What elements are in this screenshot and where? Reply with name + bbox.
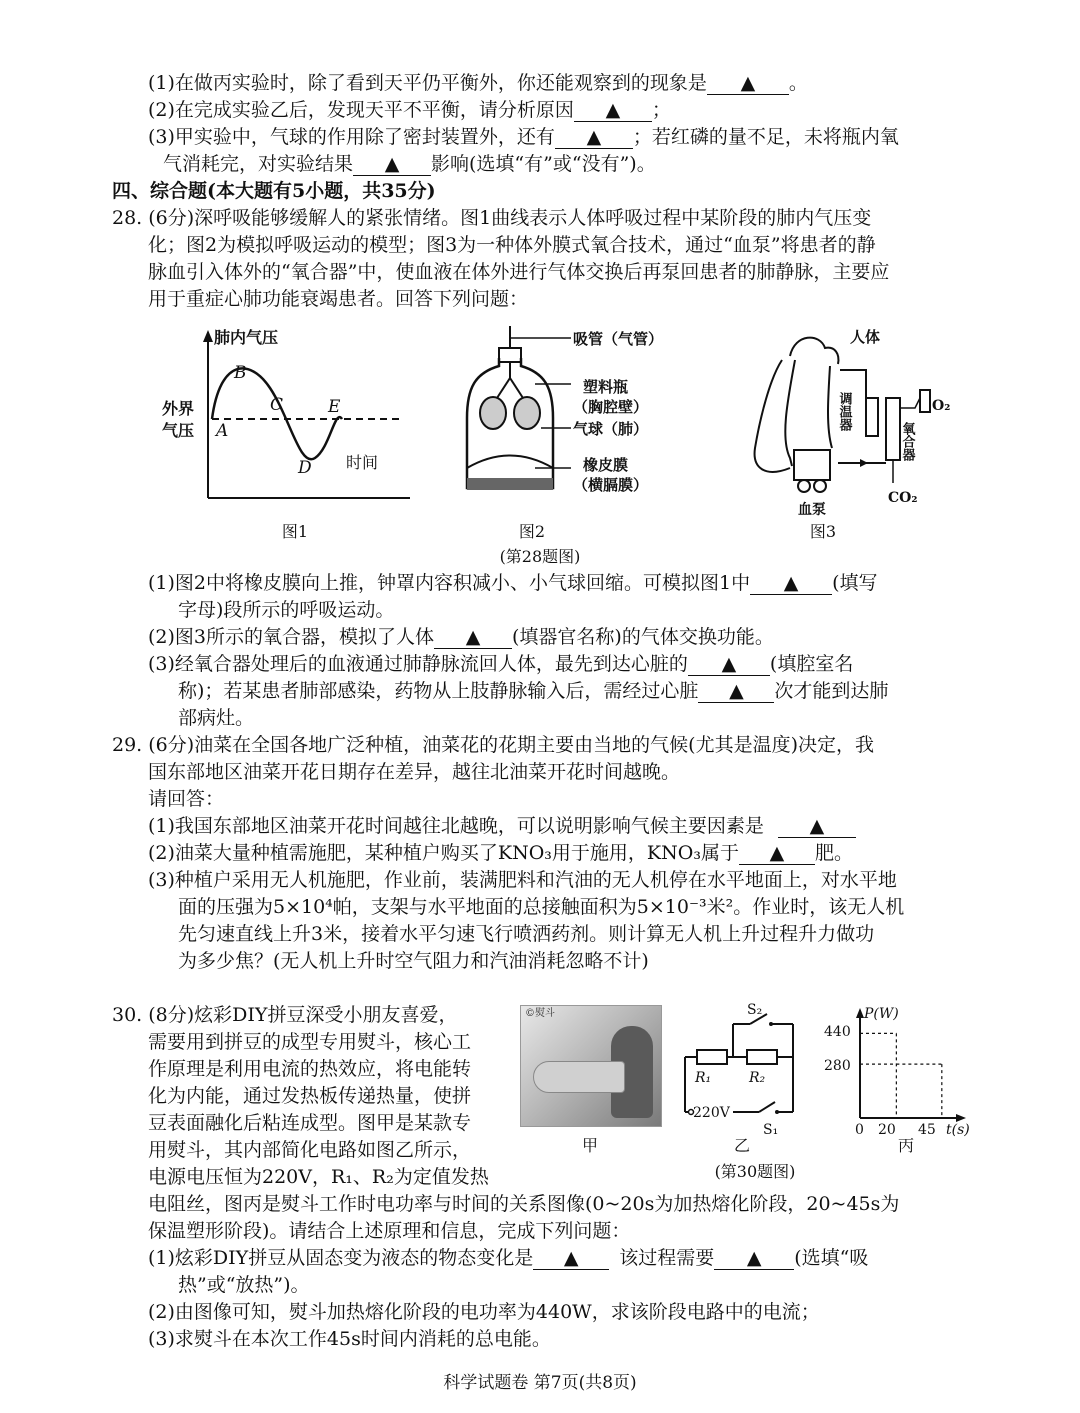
- answer-blank[interactable]: ▲: [688, 653, 770, 676]
- q30-sub1-cont: 热”或“放热”)。: [178, 1274, 310, 1296]
- q30-stem-3: 作原理是利用电流的热效应，将电能转: [148, 1058, 472, 1080]
- svg-text:B: B: [234, 363, 247, 383]
- fig1-xlabel: 时间: [346, 453, 379, 472]
- q30-sub1: (1)炫彩DIY拼豆从固态变为液态的物态变化是 ▲ 该过程需要 ▲ (选填“吸: [148, 1247, 869, 1269]
- q29-sub3-2: 面的压强为5×10⁴帕，支架与水平地面的总接触面积为5×10⁻³米²。作业时，该无人机: [178, 896, 905, 918]
- chart-ytick-280: 280: [824, 1058, 851, 1074]
- svg-text:外界: 外界: [162, 399, 195, 418]
- answer-blank[interactable]: ▲: [750, 572, 832, 595]
- svg-text:R₁: R₁: [695, 1070, 712, 1086]
- q28-figure-caption: (第28题图): [499, 547, 581, 566]
- q28-sub3: (3)经氧合器处理后的血液通过肺静脉流回人体，最先到达心脏的 ▲ (填腔室名: [148, 653, 854, 675]
- page-footer: 科学试题卷 第7页(共8页): [443, 1373, 637, 1393]
- svg-text:C: C: [270, 395, 284, 415]
- q27-sub3-cont: 气消耗完，对实验结果 ▲ 影响(选填“有”或“没有”)。: [163, 153, 656, 175]
- answer-blank[interactable]: ▲: [778, 815, 856, 838]
- q28-sub3-end: 部病灶。: [178, 707, 255, 729]
- q28-sub2: (2)图3所示的氧合器，模拟了人体 ▲ (填器官名称)的气体交换功能。: [148, 626, 774, 648]
- q29-sub3-1: (3)种植户采用无人机施肥，作业前，装满肥料和汽油的无人机停在水平地面上，对水平地: [148, 869, 897, 891]
- answer-blank[interactable]: ▲: [434, 626, 512, 649]
- q30-stem-8: 电阻丝，图丙是熨斗工作时电功率与时间的关系图像(0~20s为加热熔化阶段，20~45s为: [148, 1193, 900, 1215]
- q29-sub3-4: 为多少焦？(无人机上升时空气阻力和汽油消耗忽略不计): [178, 950, 649, 972]
- svg-text:D: D: [298, 458, 312, 478]
- q28-figure-1: [150, 318, 420, 518]
- iron-photo-tag: ©熨斗: [525, 1008, 555, 1019]
- body-icon: [790, 338, 838, 364]
- q29-stem-1: 29. (6分)油菜在全国各地广泛种植，油菜花的花期主要由当地的气候(尤其是温度)决定，我: [112, 734, 874, 756]
- answer-blank[interactable]: ▲: [353, 153, 431, 176]
- q28-sub3-cont: 称)；若某患者肺部感染，药物从上肢静脉输入后，需经过心脏 ▲ 次才能到达肺: [178, 680, 889, 702]
- svg-text:S₁: S₁: [763, 1122, 779, 1138]
- q27-sub1: (1)在做丙实验时，除了看到天平仍平衡外，你还能观察到的现象是 ▲ 。: [148, 72, 808, 94]
- q30-stem-1: 30. (8分)炫彩DIY拼豆深受小朋友喜爱，: [112, 1004, 458, 1026]
- svg-text:O₂: O₂: [932, 398, 951, 414]
- svg-text:A: A: [216, 421, 229, 441]
- answer-blank[interactable]: ▲: [714, 1247, 794, 1270]
- chart-x-label: t(s): [946, 1122, 970, 1138]
- q30-stem-6: 用熨斗，其内部简化电路如图乙所示，: [148, 1139, 472, 1161]
- svg-text:E: E: [328, 397, 341, 417]
- iron-photo: [520, 1005, 662, 1127]
- q30-sub2: (2)由图像可知，熨斗加热熔化阶段的电功率为440W，求该阶段电路中的电流；: [148, 1301, 820, 1323]
- q29-sub3-3: 先匀速直线上升3米，接着水平匀速飞行喷洒药剂。则计算无人机上升过程升力做功: [178, 923, 875, 945]
- svg-text:CO₂: CO₂: [888, 490, 918, 506]
- fig3-caption: 图3: [809, 522, 837, 541]
- svg-text:橡皮膜: 橡皮膜: [583, 456, 629, 474]
- q28-stem-1: 28. (6分)深呼吸能够缓解人的紧张情绪。图1曲线表示人体呼吸过程中某阶段的肺内气压变: [112, 207, 872, 229]
- q28-sub1-cont: 字母)段所示的呼吸运动。: [178, 599, 395, 621]
- q30-sub3: (3)求熨斗在本次工作45s时间内消耗的总电能。: [148, 1328, 551, 1350]
- svg-text:220V: 220V: [693, 1105, 730, 1121]
- q29-stem-3: 请回答：: [148, 788, 225, 810]
- answer-blank[interactable]: ▲: [574, 99, 652, 122]
- svg-text:吸管（气管）: 吸管（气管）: [573, 330, 664, 348]
- answer-blank[interactable]: ▲: [698, 680, 774, 703]
- svg-text:S₂: S₂: [747, 1002, 763, 1018]
- q28-figure-2: [455, 318, 695, 508]
- q28-sub1: (1)图2中将橡皮膜向上推，钟罩内容积减小、小气球回缩。可模拟图1中 ▲ (填写: [148, 572, 878, 594]
- svg-text:调温器: 调温器: [836, 392, 852, 431]
- fig2-caption: 图2: [518, 522, 546, 541]
- chart-xtick-45: 45: [918, 1122, 936, 1138]
- fig-bing-caption: 丙: [897, 1136, 914, 1155]
- q27-sub2: (2)在完成实验乙后，发现天平不平衡，请分析原因 ▲ ；: [148, 99, 671, 121]
- switch-s1: [759, 1102, 775, 1112]
- chart-y-label: P(W): [864, 1006, 899, 1022]
- svg-text:气球（肺）: 气球（肺）: [573, 420, 649, 438]
- q30-stem-7: 电源电压恒为220V，R₁、R₂为定值发热: [148, 1166, 489, 1188]
- q29-stem-2: 国东部地区油菜开花日期存在差异，越往北油菜开花时间越晚。: [148, 761, 681, 783]
- fig-yi-caption: 乙: [733, 1136, 750, 1155]
- answer-blank[interactable]: ▲: [707, 72, 789, 95]
- q30-figure-caption: (第30题图): [714, 1162, 796, 1181]
- fig1-caption: 图1: [281, 522, 309, 541]
- resistor-r1: [697, 1050, 727, 1064]
- svg-text:R₂: R₂: [749, 1070, 766, 1086]
- chart-xtick-0: 0: [855, 1122, 864, 1138]
- q29-sub2: (2)油菜大量种植需施肥，某种植户购买了KNO₃用于施用，KNO₃属于 ▲ 肥。: [148, 842, 853, 864]
- section-heading: 四、综合题(本大题有5小题，共35分): [112, 180, 436, 202]
- svg-text:气压: 气压: [162, 421, 195, 440]
- svg-text:人体: 人体: [850, 328, 881, 346]
- chart-xtick-20: 20: [878, 1122, 896, 1138]
- q27-sub3: (3)甲实验中，气球的作用除了密封装置外，还有 ▲ ；若红磷的量不足，未将瓶内氧: [148, 126, 899, 148]
- q30-stem-9: 保温塑形阶段)。请结合上述原理和信息，完成下列问题：: [148, 1220, 631, 1242]
- answer-blank[interactable]: ▲: [533, 1247, 609, 1270]
- fig-jia-caption: 甲: [581, 1136, 598, 1155]
- q29-sub1: (1)我国东部地区油菜开花时间越往北越晚，可以说明影响气候主要因素是 ▲: [148, 813, 856, 840]
- q30-stem-2: 需要用到拼豆的成型专用熨斗，核心工: [148, 1031, 472, 1053]
- svg-text:塑料瓶: 塑料瓶: [583, 378, 629, 396]
- fig1-ylabel: 肺内气压: [214, 328, 279, 347]
- answer-blank[interactable]: ▲: [739, 842, 815, 865]
- q30-stem-4: 化为内能，通过发热板传递热量，使拼: [148, 1085, 472, 1107]
- svg-text:（胸腔壁）: （胸腔壁）: [573, 398, 649, 416]
- chart-ytick-440: 440: [824, 1024, 851, 1040]
- resistor-r2: [747, 1050, 777, 1064]
- iron-plate-shape: [533, 1061, 625, 1093]
- q28-stem-3: 脉血引入体外的“氧合器”中，使血液在体外进行气体交换后再泵回患者的肺静脉，主要应: [148, 261, 890, 283]
- pump-box: [794, 450, 830, 480]
- q28-stem-4: 用于重症心肺功能衰竭患者。回答下列问题：: [148, 288, 529, 310]
- q30-stem-5: 豆表面融化后粘连成型。图甲是某款专: [148, 1112, 472, 1134]
- q28-figure-3: [740, 318, 970, 518]
- q30-circuit-figure: [675, 1002, 815, 1142]
- svg-text:血泵: 血泵: [798, 502, 826, 518]
- svg-text:氧合器: 氧合器: [899, 422, 915, 461]
- q28-stem-2: 化；图2为模拟呼吸运动的模型；图3为一种体外膜式氧合技术，通过“血泵”将患者的静: [148, 234, 876, 256]
- answer-blank[interactable]: ▲: [555, 126, 633, 149]
- q30-power-time-chart: [820, 1000, 980, 1140]
- svg-text:（横膈膜）: （横膈膜）: [573, 476, 649, 494]
